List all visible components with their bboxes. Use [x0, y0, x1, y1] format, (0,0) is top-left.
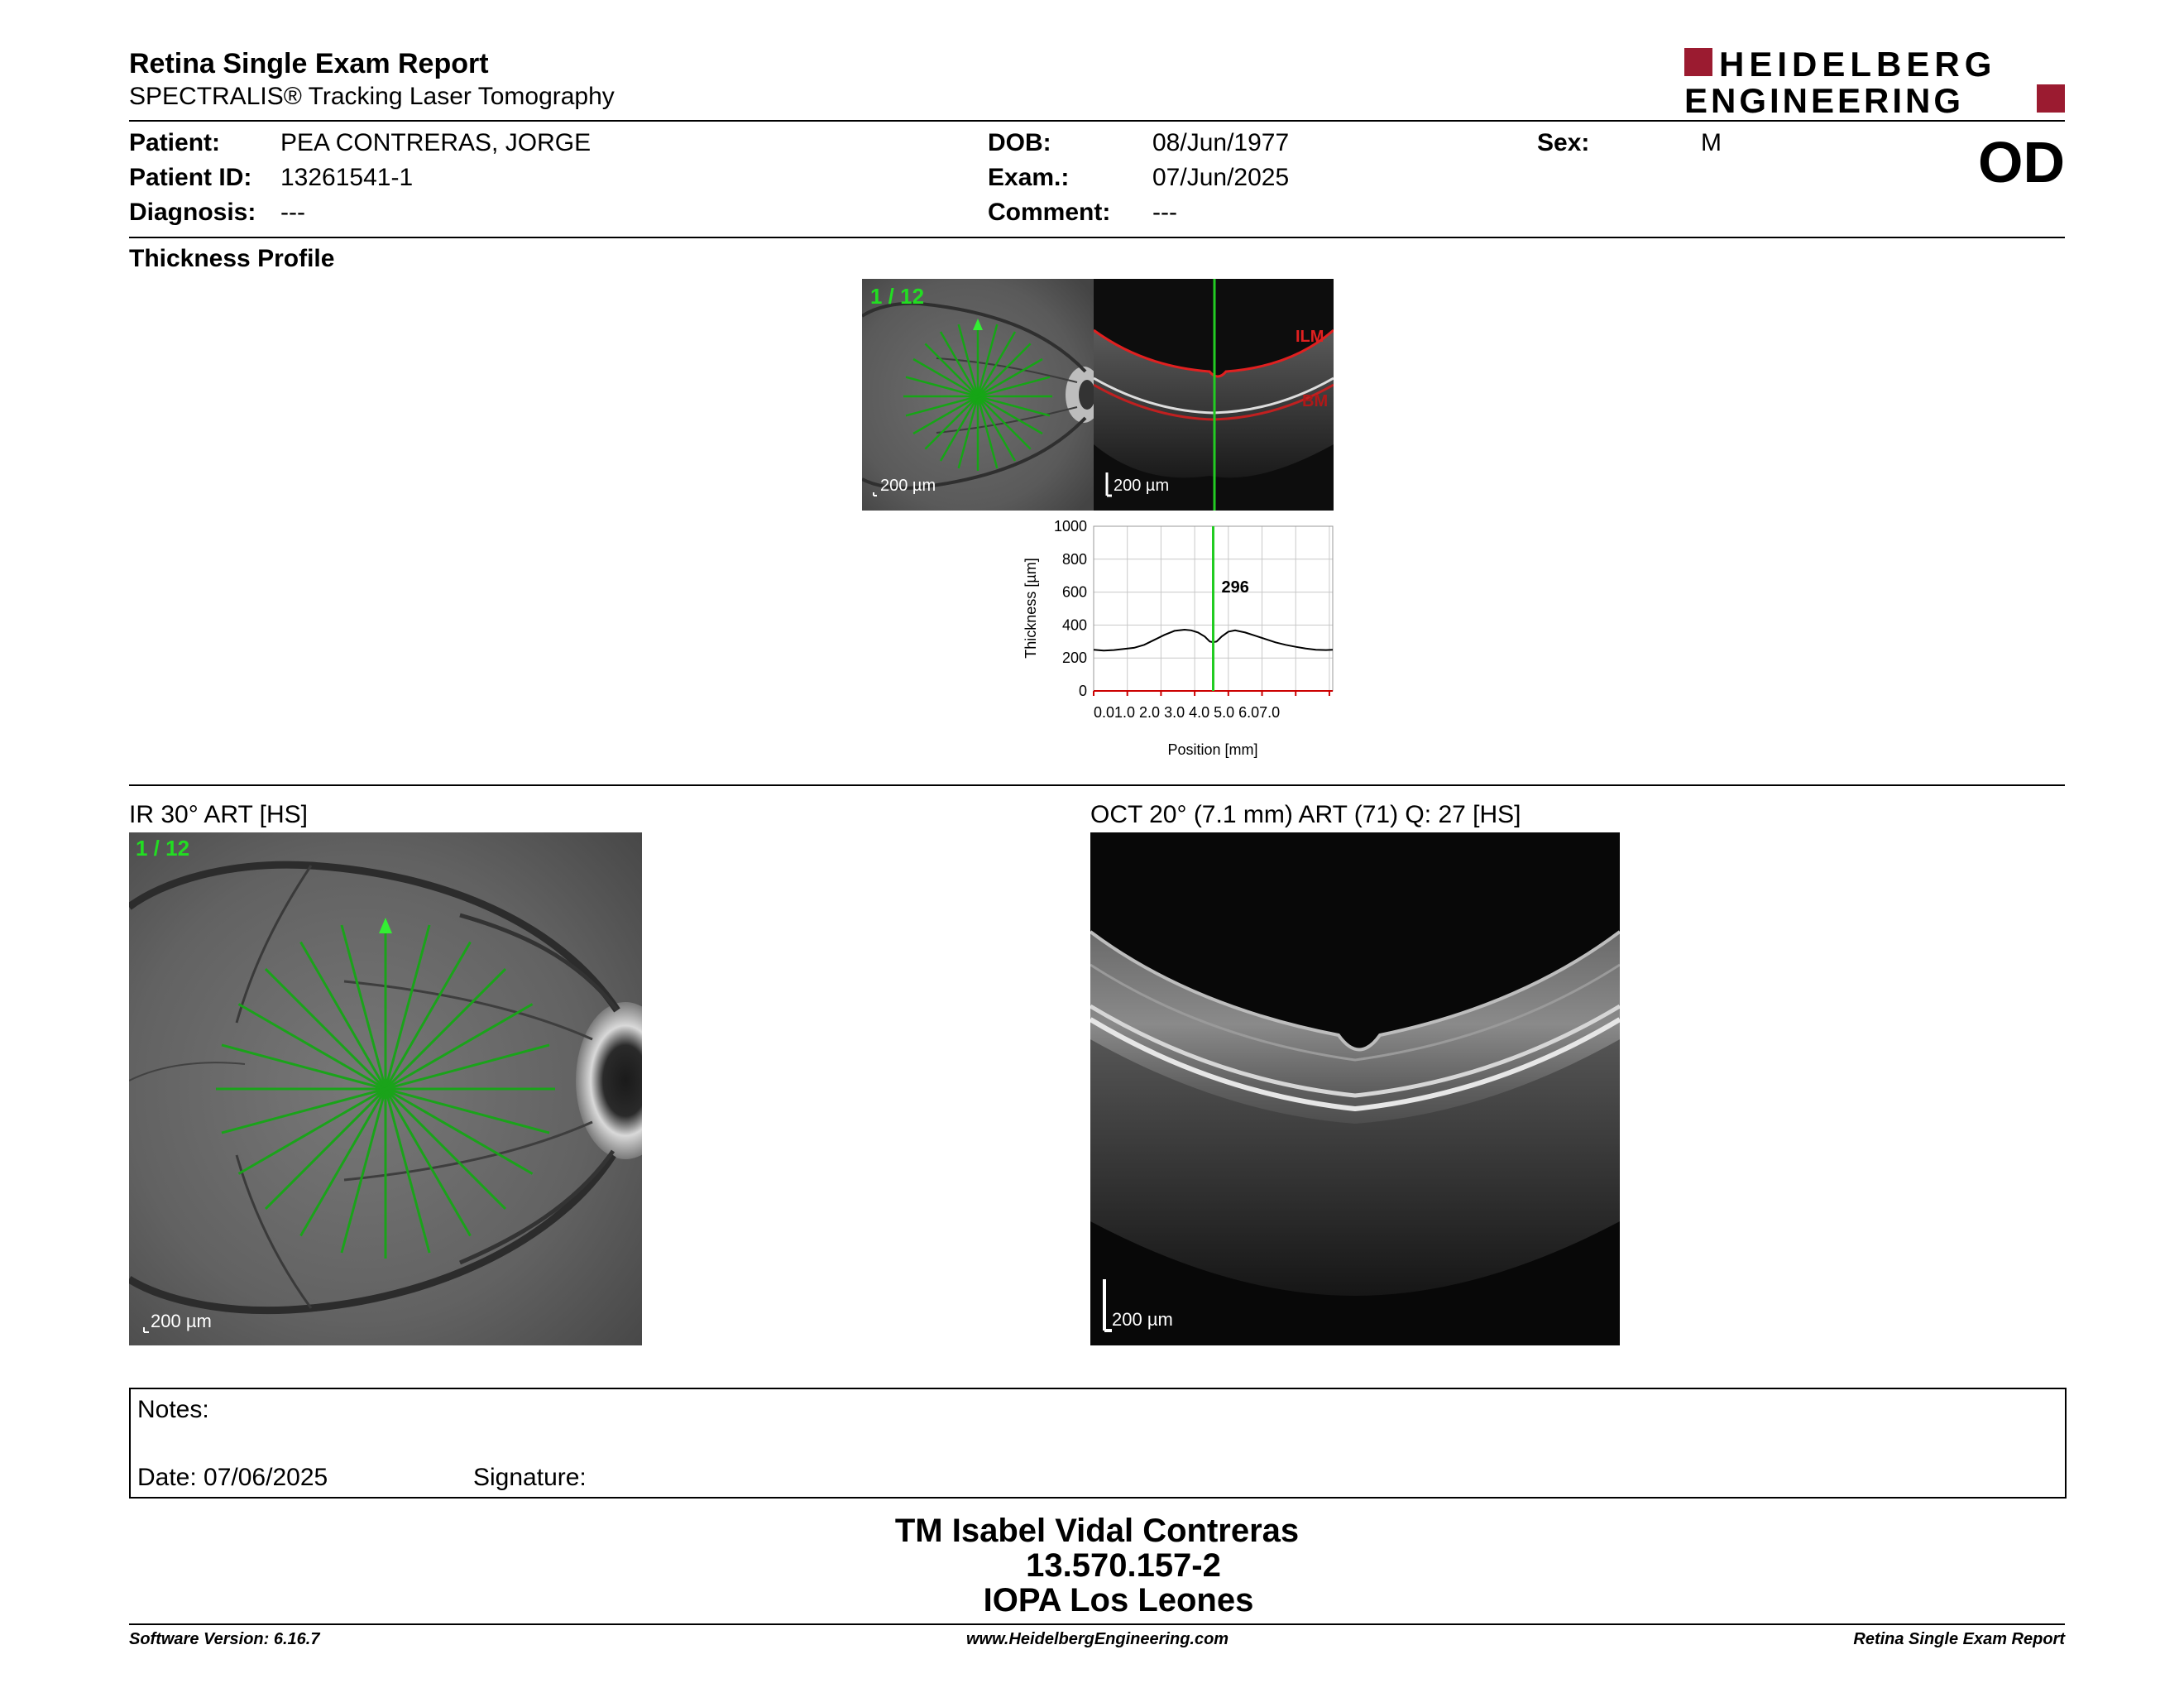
x-axis-label: Position [mm] — [1167, 741, 1258, 758]
patient-value: PEA CONTRERAS, JORGE — [280, 129, 592, 156]
y-tick-label: 1000 — [1053, 518, 1087, 535]
oct-thumbnail-image — [1094, 279, 1334, 511]
footer-software-version: Software Version: 6.16.7 — [129, 1630, 320, 1648]
logo-line1: HEIDELBERG — [1719, 46, 1997, 84]
exam-label: Exam.: — [988, 164, 1070, 191]
signatory-institution: IOPA Los Leones — [983, 1582, 1254, 1618]
y-tick-label: 200 — [1061, 650, 1087, 667]
report-subtitle: SPECTRALIS® Tracking Laser Tomography — [129, 83, 615, 110]
footer-report-name: Retina Single Exam Report — [1853, 1630, 2065, 1648]
eye-indicator: OD — [1978, 130, 2065, 194]
dob-value: 08/Jun/1977 — [1152, 129, 1290, 156]
ir-image-caption: IR 30° ART [HS] — [129, 801, 308, 828]
signature-label: Signature: — [473, 1464, 587, 1491]
y-tick-label: 0 — [1078, 683, 1087, 699]
y-tick-label: 800 — [1061, 550, 1087, 568]
oct-thumb-scale: 200 µm — [1114, 477, 1170, 495]
y-axis-label: Thickness [µm] — [1023, 558, 1039, 659]
footer-website-link[interactable]: www.HeidelbergEngineering.com — [966, 1630, 1229, 1648]
diagnosis-value: --- — [280, 199, 305, 226]
diagnosis-label: Diagnosis: — [129, 199, 256, 226]
ir-thumbnail-image — [862, 279, 1094, 511]
y-tick-label: 400 — [1061, 616, 1087, 634]
sex-label: Sex: — [1537, 129, 1590, 156]
ir-fundus-image — [129, 832, 642, 1345]
oct-bscan-image — [1090, 832, 1620, 1345]
oct-image-scale: 200 µm — [1112, 1309, 1173, 1330]
comment-label: Comment: — [988, 199, 1111, 226]
patient-id-label: Patient ID: — [129, 164, 252, 191]
report-title: Retina Single Exam Report — [129, 48, 489, 79]
thickness-chart — [1018, 513, 1348, 770]
signatory-id: 13.570.157-2 — [1026, 1547, 1221, 1584]
notes-label: Notes: — [137, 1396, 209, 1423]
ir-thumb-counter: 1 / 12 — [870, 284, 925, 309]
patient-id-value: 13261541-1 — [280, 164, 414, 191]
ir-image-scale: 200 µm — [151, 1311, 212, 1331]
y-tick-label: 600 — [1061, 583, 1087, 601]
section-title-thickness-profile: Thickness Profile — [129, 245, 335, 272]
dob-label: DOB: — [988, 129, 1051, 156]
oct-image-caption: OCT 20° (7.1 mm) ART (71) Q: 27 [HS] — [1090, 801, 1521, 828]
heidelberg-logo — [1684, 46, 2067, 116]
layer-label-bm: BM — [1302, 392, 1329, 410]
ir-image-counter: 1 / 12 — [136, 836, 190, 861]
x-tick-labels: 0.01.0 2.0 3.0 4.0 5.0 6.07.0 — [1094, 704, 1281, 721]
signatory-name: TM Isabel Vidal Contreras — [894, 1513, 1300, 1549]
exam-value: 07/Jun/2025 — [1152, 164, 1290, 191]
notes-date: Date: 07/06/2025 — [137, 1464, 328, 1491]
sex-value: M — [1701, 129, 1722, 156]
layer-label-ilm: ILM — [1296, 328, 1324, 346]
ir-thumb-scale: 200 µm — [880, 477, 936, 495]
cursor-value-label: 296 — [1221, 578, 1249, 597]
logo-line2: ENGINEERING — [1684, 81, 1965, 116]
patient-label: Patient: — [129, 129, 221, 156]
comment-value: --- — [1152, 199, 1177, 226]
notes-box — [129, 1388, 2067, 1499]
